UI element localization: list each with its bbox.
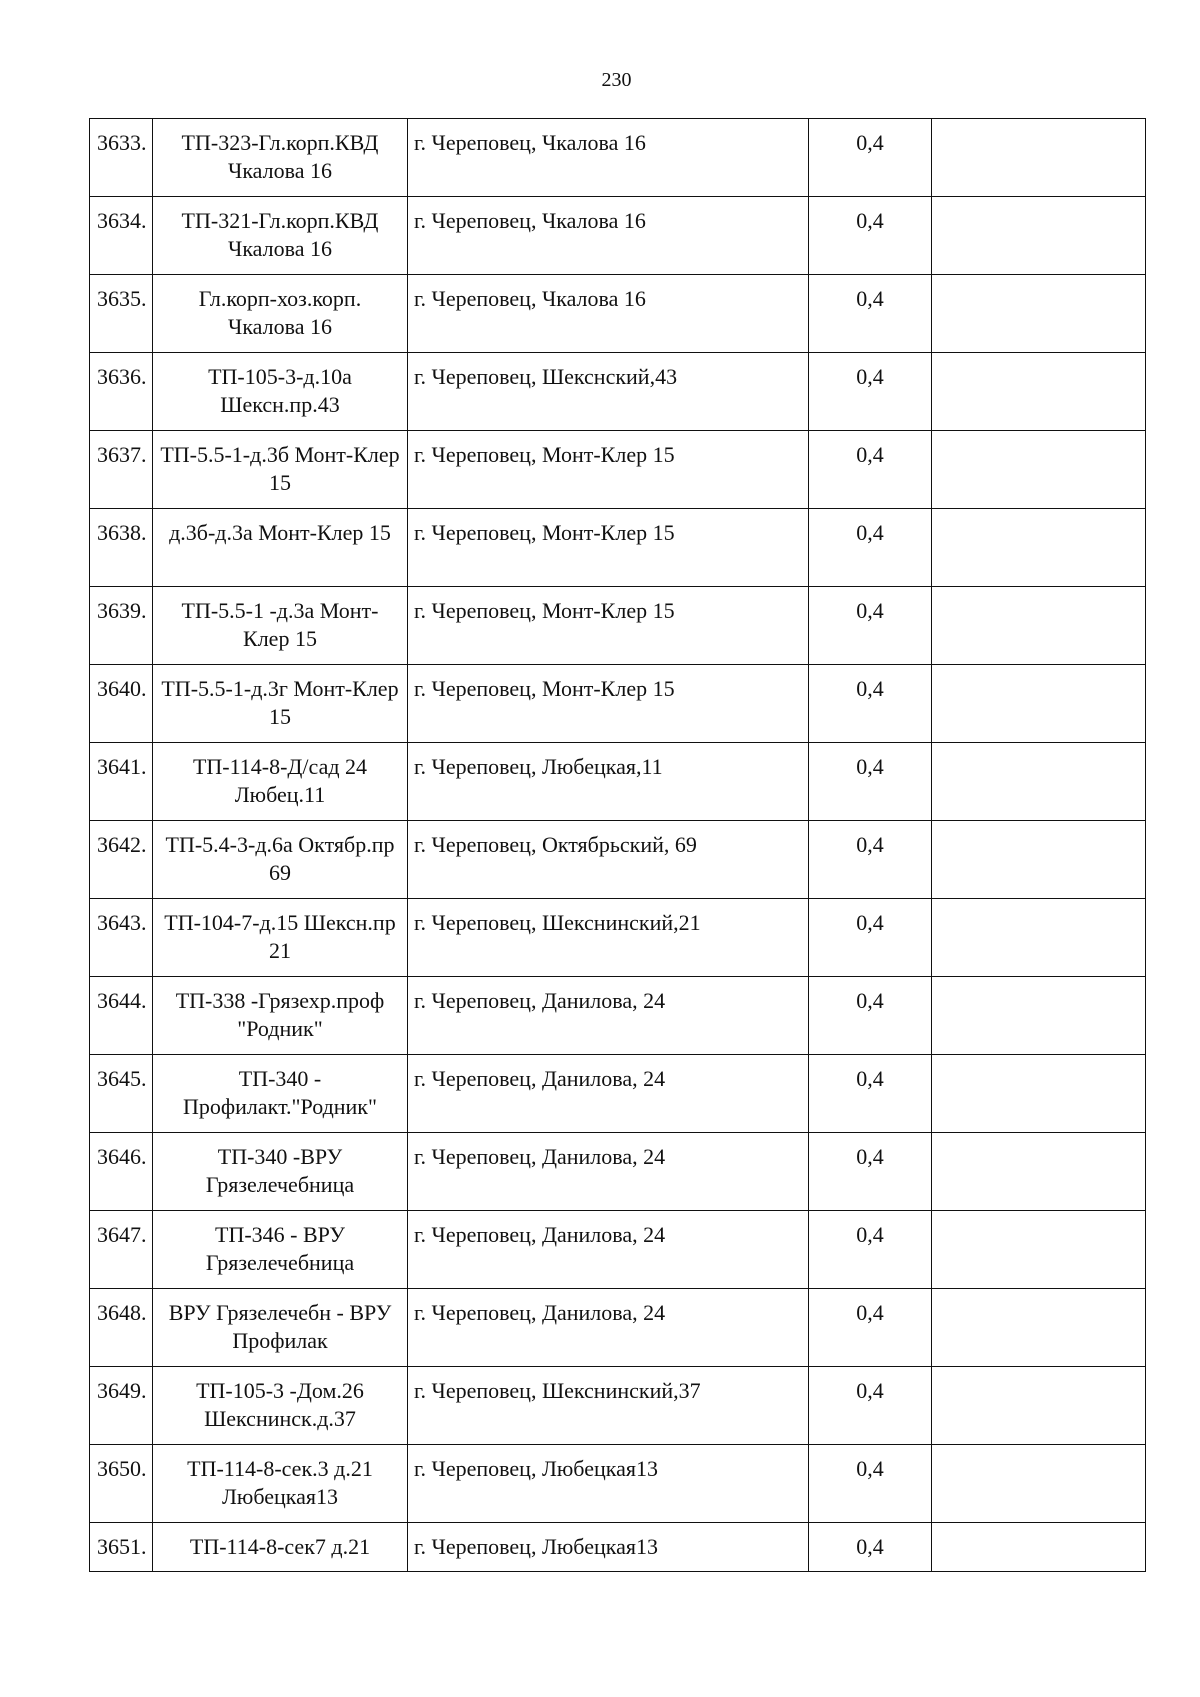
address-cell: г. Череповец, Любецкая13: [408, 1523, 809, 1572]
object-name-cell: ТП-340 -ВРУ Грязелечебница: [153, 1133, 408, 1211]
table-row: [90, 1523, 1146, 1572]
object-name-cell: д.3б-д.3а Монт-Клер 15: [153, 509, 408, 587]
row-number-cell: 3643.: [90, 899, 153, 977]
address-cell: г. Череповец, Монт-Клер 15: [408, 431, 809, 509]
voltage-cell: 0,4: [809, 977, 932, 1055]
row-number-cell: 3636.: [90, 353, 153, 431]
voltage-cell: 0,4: [809, 821, 932, 899]
address-cell: г. Череповец, Чкалова 16: [408, 197, 809, 275]
object-name-cell: ТП-346 - ВРУ Грязелечебница: [153, 1211, 408, 1289]
voltage-cell: 0,4: [809, 197, 932, 275]
object-name-cell: ТП-338 -Грязехр.проф "Родник": [153, 977, 408, 1055]
notes-cell: [932, 821, 1146, 899]
voltage-cell: 0,4: [809, 1055, 932, 1133]
voltage-cell: 0,4: [809, 587, 932, 665]
row-number-cell: 3638.: [90, 509, 153, 587]
voltage-cell: 0,4: [809, 1133, 932, 1211]
object-name-cell: ТП-340 - Профилакт."Родник": [153, 1055, 408, 1133]
notes-cell: [932, 431, 1146, 509]
object-name-cell: ТП-104-7-д.15 Шексн.пр 21: [153, 899, 408, 977]
address-cell: г. Череповец, Шекснинский,37: [408, 1367, 809, 1445]
object-name-cell: ТП-5.4-3-д.6а Октябр.пр 69: [153, 821, 408, 899]
table-row: [90, 275, 1146, 353]
row-number-cell: 3642.: [90, 821, 153, 899]
address-cell: г. Череповец, Данилова, 24: [408, 1133, 809, 1211]
address-cell: г. Череповец, Монт-Клер 15: [408, 665, 809, 743]
voltage-cell: 0,4: [809, 1523, 932, 1572]
row-number-cell: 3648.: [90, 1289, 153, 1367]
notes-cell: [932, 665, 1146, 743]
table-row: [90, 509, 1146, 587]
table-row: [90, 1055, 1146, 1133]
table-row: [90, 353, 1146, 431]
row-number-cell: 3646.: [90, 1133, 153, 1211]
table-row: [90, 587, 1146, 665]
address-cell: г. Череповец, Данилова, 24: [408, 977, 809, 1055]
address-cell: г. Череповец, Монт-Клер 15: [408, 509, 809, 587]
address-cell: г. Череповец, Шекснинский,21: [408, 899, 809, 977]
voltage-cell: 0,4: [809, 899, 932, 977]
object-name-cell: Гл.корп-хоз.корп. Чкалова 16: [153, 275, 408, 353]
row-number-cell: 3641.: [90, 743, 153, 821]
notes-cell: [932, 1445, 1146, 1523]
notes-cell: [932, 1523, 1146, 1572]
notes-cell: [932, 1367, 1146, 1445]
notes-cell: [932, 197, 1146, 275]
table-row: [90, 1211, 1146, 1289]
row-number-cell: 3635.: [90, 275, 153, 353]
table-row: [90, 197, 1146, 275]
row-number-cell: 3637.: [90, 431, 153, 509]
object-name-cell: ТП-105-3 -Дом.26 Шекснинск.д.37: [153, 1367, 408, 1445]
notes-cell: [932, 899, 1146, 977]
voltage-cell: 0,4: [809, 1445, 932, 1523]
notes-cell: [932, 353, 1146, 431]
object-name-cell: ТП-5.5-1 -д.3а Монт-Клер 15: [153, 587, 408, 665]
notes-cell: [932, 1133, 1146, 1211]
table-row: [90, 899, 1146, 977]
table-row: [90, 1289, 1146, 1367]
object-name-cell: ВРУ Грязелечебн - ВРУ Профилак: [153, 1289, 408, 1367]
notes-cell: [932, 1211, 1146, 1289]
address-cell: г. Череповец, Чкалова 16: [408, 275, 809, 353]
voltage-cell: 0,4: [809, 1211, 932, 1289]
address-cell: г. Череповец, Октябрьский, 69: [408, 821, 809, 899]
object-name-cell: ТП-321-Гл.корп.КВД Чкалова 16: [153, 197, 408, 275]
notes-cell: [932, 977, 1146, 1055]
object-name-cell: ТП-5.5-1-д.3г Монт-Клер 15: [153, 665, 408, 743]
voltage-cell: 0,4: [809, 1289, 932, 1367]
object-name-cell: ТП-5.5-1-д.3б Монт-Клер 15: [153, 431, 408, 509]
address-cell: г. Череповец, Данилова, 24: [408, 1211, 809, 1289]
page-number: 230: [601, 69, 632, 91]
address-cell: г. Череповец, Данилова, 24: [408, 1055, 809, 1133]
address-cell: г. Череповец, Чкалова 16: [408, 119, 809, 197]
address-cell: г. Череповец, Данилова, 24: [408, 1289, 809, 1367]
row-number-cell: 3647.: [90, 1211, 153, 1289]
voltage-cell: 0,4: [809, 1367, 932, 1445]
row-number-cell: 3651.: [90, 1523, 153, 1572]
table-row: [90, 431, 1146, 509]
row-number-cell: 3633.: [90, 119, 153, 197]
notes-cell: [932, 587, 1146, 665]
table-row: [90, 821, 1146, 899]
address-cell: г. Череповец, Любецкая,11: [408, 743, 809, 821]
object-name-cell: ТП-114-8-Д/сад 24 Любец.11: [153, 743, 408, 821]
address-cell: г. Череповец, Любецкая13: [408, 1445, 809, 1523]
table-row: [90, 977, 1146, 1055]
object-name-cell: ТП-114-8-сек.3 д.21 Любецкая13: [153, 1445, 408, 1523]
table-row: [90, 1133, 1146, 1211]
address-cell: г. Череповец, Шекснский,43: [408, 353, 809, 431]
voltage-cell: 0,4: [809, 275, 932, 353]
table-row: [90, 743, 1146, 821]
row-number-cell: 3640.: [90, 665, 153, 743]
row-number-cell: 3645.: [90, 1055, 153, 1133]
voltage-cell: 0,4: [809, 431, 932, 509]
notes-cell: [932, 1055, 1146, 1133]
table-row: [90, 665, 1146, 743]
row-number-cell: 3644.: [90, 977, 153, 1055]
object-name-cell: ТП-105-3-д.10а Шексн.пр.43: [153, 353, 408, 431]
row-number-cell: 3650.: [90, 1445, 153, 1523]
registry-table: [89, 118, 1146, 1572]
notes-cell: [932, 1289, 1146, 1367]
voltage-cell: 0,4: [809, 743, 932, 821]
table-row: [90, 1367, 1146, 1445]
notes-cell: [932, 509, 1146, 587]
row-number-cell: 3634.: [90, 197, 153, 275]
row-number-cell: 3649.: [90, 1367, 153, 1445]
table-row: [90, 119, 1146, 197]
voltage-cell: 0,4: [809, 353, 932, 431]
voltage-cell: 0,4: [809, 509, 932, 587]
address-cell: г. Череповец, Монт-Клер 15: [408, 587, 809, 665]
object-name-cell: ТП-114-8-сек7 д.21: [153, 1523, 408, 1572]
registry-table-body: [90, 119, 1146, 1572]
row-number-cell: 3639.: [90, 587, 153, 665]
notes-cell: [932, 275, 1146, 353]
voltage-cell: 0,4: [809, 665, 932, 743]
notes-cell: [932, 119, 1146, 197]
notes-cell: [932, 743, 1146, 821]
object-name-cell: ТП-323-Гл.корп.КВД Чкалова 16: [153, 119, 408, 197]
voltage-cell: 0,4: [809, 119, 932, 197]
table-row: [90, 1445, 1146, 1523]
